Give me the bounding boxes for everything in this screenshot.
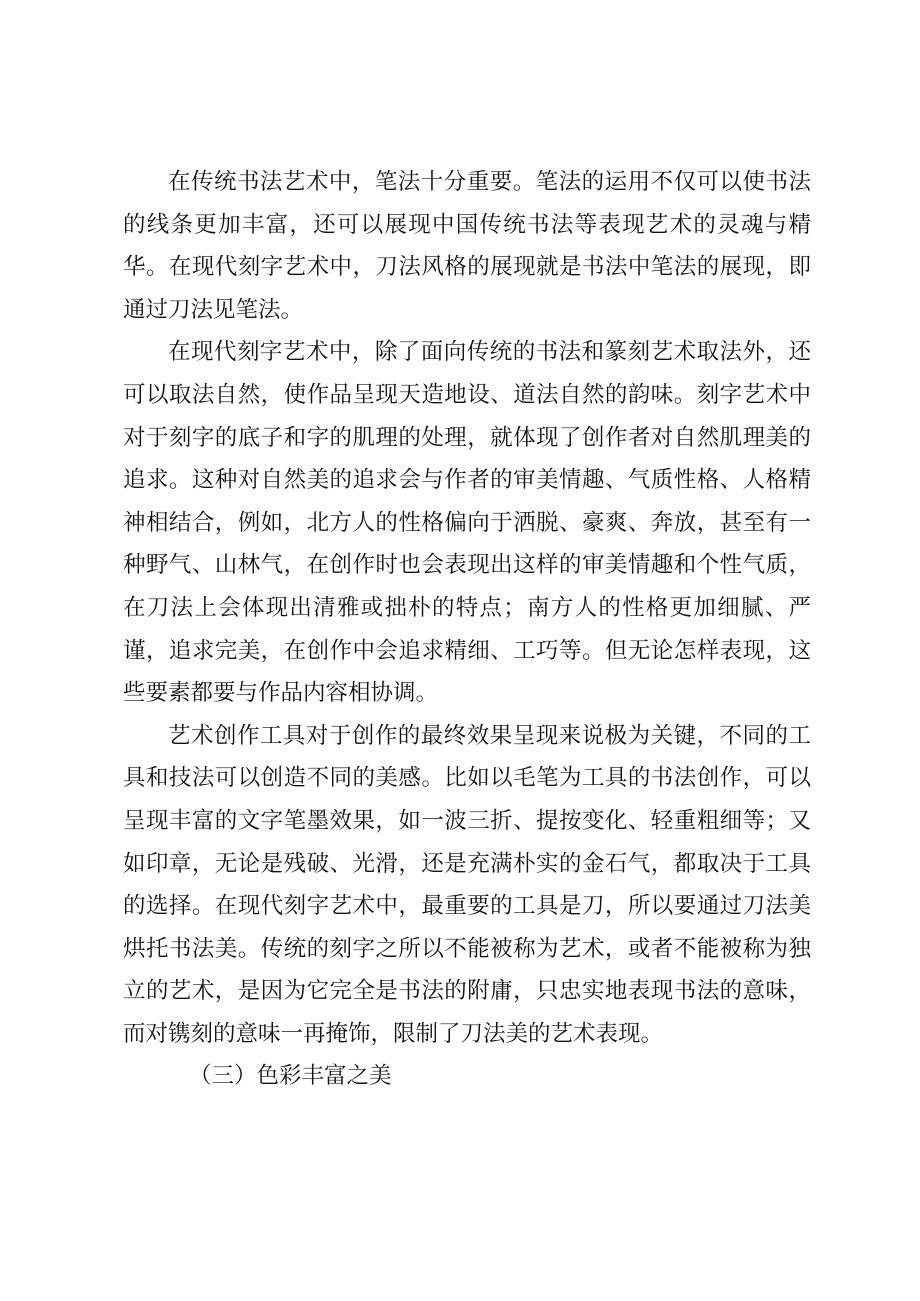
- paragraph-nature: 在现代刻字艺术中，除了面向传统的书法和篆刻艺术取法外，还可以取法自然，使作品呈现天造地设、道法自然的韵味。刻字艺术中对于刻字的底子和字的肌理的处理，就体现了创作者对自然肌理美的追求。这种对自然美的追求会与作者的审美情趣、气质性格、人格精神相结合，例如，北方人的性格偏向于洒脱、豪爽、奔放，甚至有一种野气、山林气，在创作时也会表现出这样的审美情趣和个性气质，在刀法上会体现出清雅或拙朴的特点；南方人的性格更加细腻、严谨，追求完美，在创作中会追求精细、工巧等。但无论怎样表现，这些要素都要与作品内容相协调。: [123, 339, 811, 707]
- paragraph-tools: 艺术创作工具对于创作的最终效果呈现来说极为关键，不同的工具和技法可以创造不同的美感。比如以毛笔为工具的书法创作，可以呈现丰富的文字笔墨效果，如一波三折、提按变化、轻重粗细等；又如印章，无论是残破、光滑，还是充满朴实的金石气，都取决于工具的选择。在现代刻字艺术中，最重要的工具是刀，所以要通过刀法美烘托书法美。传统的刻字之所以不能被称为艺术，或者不能被称为独立的艺术，是因为它完全是书法的附庸，只忠实地表现书法的意味，而对镌刻的意味一再掩饰，限制了刀法美的艺术表现。: [123, 722, 811, 1047]
- section-heading: （三）色彩丰富之美: [189, 1063, 392, 1090]
- paragraph-brushwork: 在传统书法艺术中，笔法十分重要。笔法的运用不仅可以使书法的线条更加丰富，还可以展现中国传统书法等表现艺术的灵魂与精华。在现代刻字艺术中，刀法风格的展现就是书法中笔法的展现，即通过刀法见笔法。: [123, 169, 811, 323]
- document-body: [123, 161, 811, 1098]
